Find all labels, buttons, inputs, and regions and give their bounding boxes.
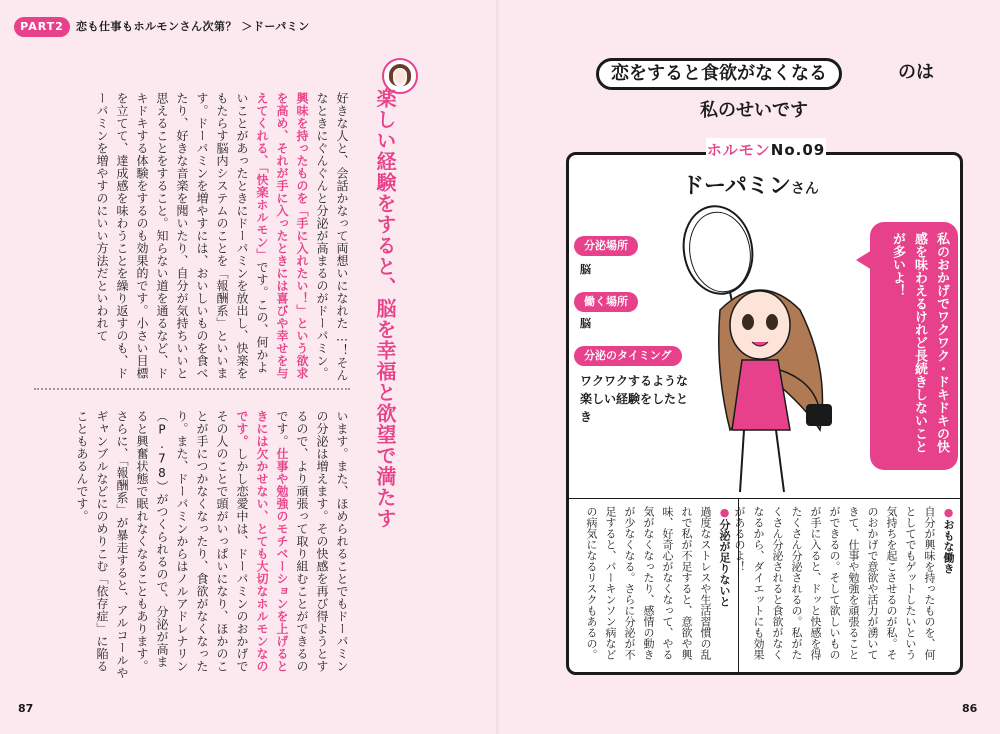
body-text-segment: ので、分泌が高まると興奮状態で眠れなくなるこ: [135, 410, 169, 668]
part-tab: PART2: [14, 17, 70, 37]
body-text-segment: 目標を立てて、達成感を味わうことを繰り返すの: [115, 92, 149, 380]
body-text-segment: う欲求を高め、それが手に入ったときには喜びや: [275, 92, 309, 380]
body-text-segment: また、ほめられることでもドーパミンの分泌は増: [315, 410, 349, 673]
card-lower-divider: [566, 498, 963, 499]
body-text-segment: 強のモチベーションを上げるときには欠かせない、: [255, 410, 289, 673]
body-text-segment: に陥ることもあるんです。: [75, 410, 109, 673]
page-title-line2: 私のせいです: [700, 100, 808, 121]
body-text-segment: ドキドキする体験をするのも効果的です。小さい: [135, 92, 169, 380]
body-text-segment: アルコールやギャンブルなどにのめりこむ「依存症」: [95, 410, 129, 679]
speech-bubble-text: 私のおかげでワクワク・ドキドキの快感を味わえるけれど長続きしないことが多いよ！: [890, 232, 949, 453]
body-text-segment: 頑張って取り組むことができるのです。: [275, 410, 309, 673]
character-name: ドーパミンさん: [682, 174, 819, 199]
body-text-segment: ともあります。さらに、「報酬系」が暴走すると、: [115, 410, 149, 673]
body-text-segment: なくなったり、食欲がなくなったり。また、ドーパ: [175, 410, 209, 673]
hormone-number-label: ホルモンNo.09: [706, 138, 826, 162]
body-text-segment: 幸せを与えてくれる、「快楽ホルモン」: [255, 92, 289, 380]
body-text-segment: 何かよいことがあったときにドーパミンを放出し、: [235, 92, 269, 374]
body-text-segment: も、ドーパミンを増やすのにいい方法だといわれて: [95, 92, 129, 380]
body-text-segment: ドーパミンを増やすには、おいしいものを食べた: [175, 92, 209, 380]
body-text-segment: 興味を持ったものを「手に入れたい！」とい: [295, 92, 309, 342]
page-number-right: 86: [962, 702, 978, 715]
body-text-segment: とても大切なホルモンなのです。: [235, 410, 269, 673]
body-text-segment: えます。その快感を再び得ようとするので、より: [295, 410, 329, 673]
running-header: 恋も仕事もホルモンさん次第？ ＞ドーパミン: [76, 20, 310, 33]
dopamine-character-illustration: [660, 200, 860, 500]
page-number-left: 87: [18, 702, 34, 715]
section-divider: [34, 388, 350, 390]
tag-timing: 分泌のタイミング: [574, 346, 682, 366]
tag-work-place: 働く場所: [574, 292, 638, 312]
body-text-segment: います。: [335, 410, 349, 460]
body-text-segment: いいます。: [195, 92, 229, 380]
work-place-value: 脳: [580, 317, 591, 330]
body-text-segment: そんなときにぐんぐんと分泌が高まるのがドーパ: [315, 92, 349, 382]
deficiency-section: ●分泌が足りないと 過度なストレスや生活習慣の乱れで私が不足すると、意欲や興味、好奇心がなくなって、やる気がなくなったり、感情の動きが少なくなる。さらに分泌が不足すると、パーキンソン病などの病気になるリスクもあるの。: [585, 506, 731, 660]
section-heading: 楽しい経験をすると、脳を幸福と欲望で満たす: [373, 88, 397, 529]
body-text-segment: ミン。: [315, 342, 329, 380]
tag-secretion-place: 分泌場所: [574, 236, 638, 256]
page-title-boxed: 恋をすると食欲がなくなる: [596, 58, 842, 90]
body-text-segment: 好きな人と、会話かなって両想いになれた…！: [335, 92, 349, 357]
body-text-lower: [52, 410, 352, 680]
secretion-place-value: 脳: [580, 263, 591, 276]
body-text-segment: 快楽をもたらす脳内システムのことを「報酬系」と: [215, 92, 249, 380]
body-text-segment: です。この、: [255, 261, 269, 336]
body-text-segment: 仕事や勉: [275, 447, 289, 498]
body-text-upper: [52, 92, 352, 382]
body-text-segment: ミンからはノルアドレナリン（P.78）がつくられる: [155, 410, 189, 673]
page-title-suffix: のは: [898, 62, 934, 83]
body-text-segment: しかし恋愛中は、ドーパミンのおかげでその人の: [215, 410, 249, 673]
body-text-segment: ことで頭がいっぱいになり、ほかのことが手につか: [195, 410, 229, 673]
timing-value: ワクワクするような楽しい経験をしたとき: [580, 374, 689, 424]
body-text-segment: 思えることをすること。知らない道を通るなど、: [155, 92, 169, 367]
body-text-segment: り、好きな音楽を聞いたり、自分が気持ちいいと: [175, 104, 189, 380]
main-effect-section: ●おもな働き 自分が興味を持ったものを、何としてでもゲットしたいという気持ちを起こさせるのが私。そのおかげで意欲や活力が湧いてきて、仕事や勉強を頑張ることができるの。そして欲しいものが手に入ると、ドッと快感を得たくさん分泌されるの。私がたくさん分泌されると食欲がなくなるから、ダイエットにも効果があるのよ！: [733, 506, 955, 660]
